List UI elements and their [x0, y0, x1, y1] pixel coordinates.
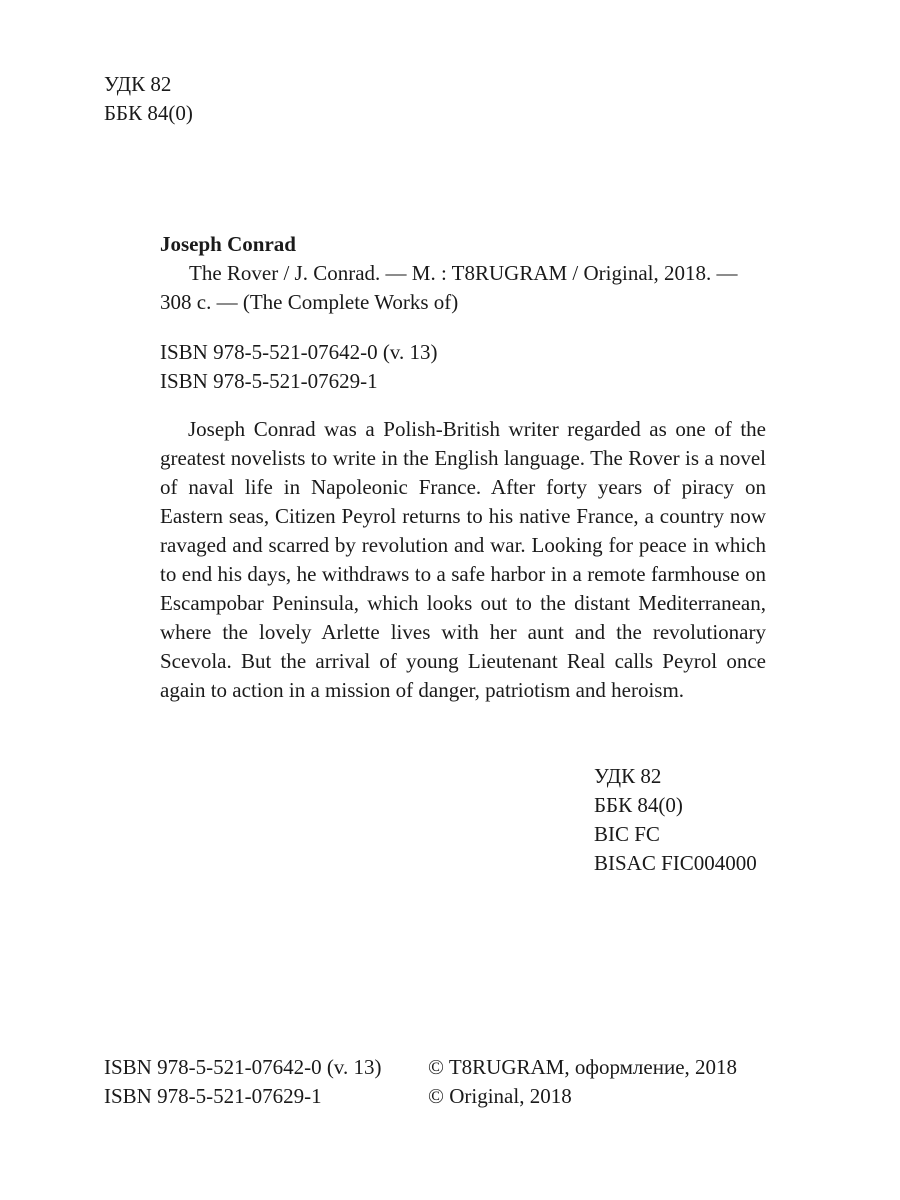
isbn-volume: ISBN 978-5-521-07642-0 (v. 13) — [160, 340, 438, 364]
bisac-code: BISAC FIC004000 — [594, 851, 757, 875]
udk-code: УДК 82 — [594, 764, 662, 788]
copyright-line: © Original, 2018 — [428, 1084, 572, 1108]
isbn-volume: ISBN 978-5-521-07642-0 (v. 13) — [104, 1055, 382, 1079]
author-name: Joseph Conrad — [160, 232, 296, 256]
bibliographic-line: The Rover / J. Conrad. — M. : T8RUGRAM / Original, 2018. — — [189, 261, 738, 285]
copyright-line: © T8RUGRAM, оформление, 2018 — [428, 1055, 738, 1079]
bibliographic-entry — [160, 230, 770, 317]
bibliographic-line: 308 c. — (The Complete Works of) — [160, 290, 459, 314]
annotation — [160, 415, 766, 705]
bbk-code: ББК 84(0) — [104, 101, 193, 125]
classification-codes — [594, 762, 757, 878]
copyright-notice — [428, 1053, 737, 1111]
footer-isbn-list — [104, 1053, 381, 1111]
isbn-set: ISBN 978-5-521-07629-1 — [104, 1084, 322, 1108]
bbk-code: ББК 84(0) — [594, 793, 683, 817]
isbn-list — [160, 338, 437, 396]
top-classification — [104, 70, 193, 128]
bic-code: BIC FC — [594, 822, 660, 846]
udk-code: УДК 82 — [104, 72, 172, 96]
isbn-set: ISBN 978-5-521-07629-1 — [160, 369, 378, 393]
annotation-text: Joseph Conrad was a Polish-British writer regarded as one of the greatest novelists to write in the English language. The Rover is a novel of naval life in Napoleonic France. After forty years of piracy on Eastern seas, Citizen Peyrol returns to his native France, a country now ravaged and scarred by revolution and war. Looking for peace in which to end his days, he withdraws to a safe harbor in a remote farmhouse on Escampobar Peninsula, which looks out to the distant Mediterranean, where the lovely Arlette lives with her aunt and the revolutionary Scevola. But the arrival of young Lieutenant Real calls Peyrol once again to action in a mission of danger, patriotism and heroism. — [160, 417, 766, 702]
